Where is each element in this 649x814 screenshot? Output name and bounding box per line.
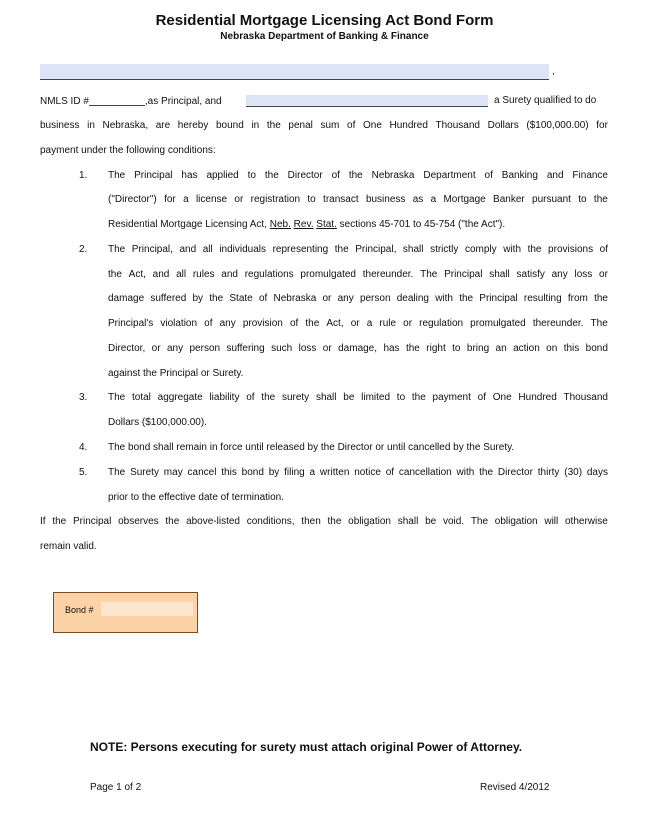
word: the [593, 194, 608, 205]
intro-line-2 [40, 120, 608, 132]
citation-rev: Rev. [293, 219, 314, 230]
word: penal [288, 120, 313, 131]
word: has [181, 170, 198, 181]
word: and [221, 269, 238, 280]
word: then [301, 516, 321, 527]
word: shall [397, 516, 419, 527]
word: the [108, 269, 122, 280]
word: of [484, 170, 493, 181]
document-title: Residential Mortgage Licensing Act Bond Form [155, 12, 494, 29]
word: this [221, 467, 237, 478]
word: to [247, 170, 256, 181]
revision-date: Revised 4/2012 [480, 782, 550, 793]
word: surety [281, 392, 310, 403]
word: total [131, 392, 151, 403]
word: Act, [128, 269, 146, 280]
word: the [459, 293, 474, 304]
condition-1-line [108, 170, 608, 182]
word: observes [118, 516, 159, 527]
word: license [195, 194, 228, 205]
page-number: Page 1 of 2 [90, 782, 142, 793]
word: will [544, 516, 559, 527]
word: Act, [326, 318, 344, 329]
word: the [405, 343, 420, 354]
principal-name-field[interactable] [40, 64, 549, 80]
word: The [420, 269, 438, 280]
condition-2-line [108, 244, 608, 256]
word: has [383, 343, 400, 354]
word: Principal [72, 516, 112, 527]
word: resulting [523, 293, 562, 304]
word: for [164, 194, 176, 205]
word: all [202, 244, 213, 255]
word: The [470, 516, 489, 527]
word: suffered [150, 293, 187, 304]
word: The [108, 392, 126, 403]
word: Principal [134, 170, 173, 181]
word: Nebraska [273, 293, 317, 304]
word: the [334, 244, 349, 255]
word: cancel [187, 467, 217, 478]
word: of [599, 244, 608, 255]
word: comply [464, 244, 497, 255]
word: the [527, 244, 542, 255]
word: Thousand [435, 120, 480, 131]
condition-4-number: 4. [79, 442, 88, 453]
condition-3-line [108, 392, 608, 404]
word: on [546, 343, 558, 354]
word: Hundred [518, 392, 557, 403]
word: notice [354, 467, 381, 478]
word: The [108, 170, 126, 181]
word: Department [423, 170, 476, 181]
word: the [594, 293, 608, 304]
word: thirty [537, 467, 560, 478]
word: be [425, 516, 437, 527]
word: damage [108, 293, 145, 304]
word: or [322, 343, 332, 354]
word: from [567, 293, 588, 304]
word: Banker [493, 194, 525, 205]
word: and [152, 269, 170, 280]
document-subtitle: Nebraska Department of Banking & Finance [220, 31, 429, 42]
word: with [503, 244, 522, 255]
as-principal-text: ,as Principal, and [144, 96, 222, 107]
word: of [246, 392, 255, 403]
word: Principal [444, 269, 483, 280]
nmls-label: NMLS ID # [40, 96, 89, 107]
word: Nebraska, [102, 120, 149, 131]
word: thereunder. [362, 269, 414, 280]
word: all [176, 269, 187, 280]
condition-1-text-end: sections 45-701 to 45-754 ("the Act"). [336, 219, 506, 230]
word: such [271, 343, 293, 354]
word: the [261, 392, 276, 403]
condition-2-line [108, 269, 608, 281]
word: Thousand [563, 392, 608, 403]
word: bond [241, 467, 264, 478]
word: bring [466, 343, 490, 354]
word: promulgated [300, 269, 356, 280]
word: person [189, 343, 221, 354]
word: transact [323, 194, 359, 205]
word: business [40, 120, 80, 131]
word: shall [489, 269, 510, 280]
word: (30) [564, 467, 583, 478]
condition-2-line [108, 343, 608, 355]
word: of [204, 318, 213, 329]
citation-stat: Stat. [316, 219, 337, 230]
word: Principal, [131, 244, 173, 255]
word: or [599, 269, 608, 280]
word: Surety [130, 467, 159, 478]
word: the [411, 392, 426, 403]
surety-name-field[interactable] [246, 95, 488, 107]
word: aggregate [157, 392, 203, 403]
word: shall [402, 244, 424, 255]
word: otherwise [565, 516, 608, 527]
condition-5-number: 5. [79, 467, 88, 478]
word: Principal, [355, 244, 397, 255]
word: registration [250, 194, 301, 205]
word: The [108, 467, 126, 478]
word: or [403, 318, 413, 329]
word: the [348, 170, 363, 181]
word: in [251, 120, 260, 131]
word: action [513, 343, 540, 354]
condition-3-number: 3. [79, 392, 88, 403]
top-comma: , [552, 66, 555, 77]
word: of [477, 392, 486, 403]
word: satisfy [516, 269, 545, 280]
word: conditions, [246, 516, 295, 527]
word: filing [284, 467, 305, 478]
word: The [590, 318, 608, 329]
word: by [192, 293, 204, 304]
word: are [155, 120, 171, 131]
condition-1-last-line [108, 219, 505, 231]
word: with [456, 467, 475, 478]
word: Nebraska [371, 170, 415, 181]
word: Principal [479, 293, 518, 304]
condition-4-line: The bond shall remain in force until released by the Director or until cancelled by the Surety. [108, 442, 515, 453]
condition-5-last-line: prior to the effective date of termination. [108, 492, 285, 503]
word: rule [379, 318, 397, 329]
word: right [426, 343, 446, 354]
word: Mortgage [443, 194, 486, 205]
condition-3-last-line: Dollars ($100,000.00). [108, 417, 207, 428]
word: or [234, 194, 244, 205]
word: obligation [348, 516, 391, 527]
word: rules [192, 269, 215, 280]
word: applied [206, 170, 239, 181]
word: representing [272, 244, 329, 255]
word: for [596, 120, 608, 131]
word: Director [287, 170, 323, 181]
word: One [492, 392, 512, 403]
word: promulgated [470, 318, 526, 329]
word: The [108, 244, 126, 255]
word: any [337, 293, 354, 304]
word: of [385, 467, 395, 478]
condition-1-number: 1. [79, 170, 88, 181]
condition-2-last-line: against the Principal or Surety. [108, 368, 244, 379]
word: violation [160, 318, 198, 329]
nmls-id-field[interactable] [89, 95, 145, 106]
word: and [546, 170, 564, 181]
word: the [266, 120, 281, 131]
word: days [586, 467, 608, 478]
closing-line-1 [40, 516, 608, 528]
word: as [412, 194, 424, 205]
word: bond [585, 343, 608, 354]
word: or [322, 293, 332, 304]
word: One [362, 120, 382, 131]
condition-5-line [108, 467, 608, 479]
word: Hundred [389, 120, 428, 131]
surety-qualified-text: a Surety qualified to do [494, 95, 597, 106]
word: provisions [548, 244, 594, 255]
word: any [166, 343, 184, 354]
condition-1-line [108, 194, 608, 206]
word: shall [315, 392, 337, 403]
word: with [435, 293, 453, 304]
word: this [563, 343, 580, 354]
bond-number-box [53, 592, 198, 633]
word: of [258, 293, 268, 304]
bond-number-field[interactable] [101, 602, 193, 616]
word: cancellation [398, 467, 452, 478]
word: Finance [572, 170, 608, 181]
word: the [209, 293, 224, 304]
word: void. [442, 516, 465, 527]
word: of [347, 120, 356, 131]
word: loss [298, 343, 317, 354]
word: dealing [396, 293, 429, 304]
condition-2-number: 2. [79, 244, 88, 255]
word: sum [320, 120, 340, 131]
word: may [163, 467, 183, 478]
word: the [305, 318, 320, 329]
word: suffering [226, 343, 265, 354]
word: bound [216, 120, 244, 131]
citation-neb: Neb. [269, 219, 291, 230]
condition-2-line [108, 293, 608, 305]
word: payment [432, 392, 471, 403]
bond-number-label: Bond # [65, 605, 94, 615]
word: Director, [108, 343, 146, 354]
word: regulation [419, 318, 464, 329]
word: the [327, 516, 342, 527]
word: State [229, 293, 253, 304]
word: Banking [501, 170, 538, 181]
word: by [268, 467, 280, 478]
word: individuals [219, 244, 267, 255]
word: the [479, 467, 494, 478]
word: and [179, 244, 197, 255]
word: the [264, 170, 279, 181]
word: the [52, 516, 67, 527]
word: or [151, 343, 161, 354]
word: written [319, 467, 350, 478]
word: any [219, 318, 236, 329]
word: loss [574, 269, 593, 280]
word: a [366, 318, 373, 329]
word: of [289, 318, 299, 329]
power-of-attorney-note: NOTE: Persons executing for surety must attach original Power of Attorney. [90, 740, 523, 754]
word: to [307, 194, 316, 205]
word: liability [209, 392, 240, 403]
word: of [331, 170, 340, 181]
word: to [452, 343, 461, 354]
word: above-listed [186, 516, 240, 527]
word: Principal's [108, 318, 154, 329]
word: damage, [338, 343, 378, 354]
word: ($100,000.00) [526, 120, 589, 131]
word: business [365, 194, 406, 205]
word: provision [242, 318, 283, 329]
word: Dollars [487, 120, 519, 131]
word: pursuant [532, 194, 571, 205]
word: person [359, 293, 391, 304]
word: hereby [177, 120, 209, 131]
word: limited [361, 392, 391, 403]
word: to [396, 392, 406, 403]
word: strictly [430, 244, 459, 255]
word: be [343, 392, 355, 403]
intro-line-1 [40, 95, 222, 108]
word: obligation [494, 516, 538, 527]
word: thereunder. [532, 318, 584, 329]
condition-1-text: Residential Mortgage Licensing Act, [108, 219, 270, 230]
word: a [430, 194, 437, 205]
word: the [165, 516, 180, 527]
word: any [551, 269, 568, 280]
word: to [578, 194, 587, 205]
word: or [350, 318, 360, 329]
word: ("Director") [108, 194, 157, 205]
word: a [309, 467, 316, 478]
condition-2-line [108, 318, 608, 330]
word: Director [497, 467, 533, 478]
word: regulations [244, 269, 294, 280]
word: an [495, 343, 507, 354]
word: a [183, 194, 189, 205]
word: in [87, 120, 95, 131]
intro-line-3: payment under the following conditions: [40, 145, 216, 156]
word: If [40, 516, 46, 527]
closing-line-2: remain valid. [40, 541, 97, 552]
